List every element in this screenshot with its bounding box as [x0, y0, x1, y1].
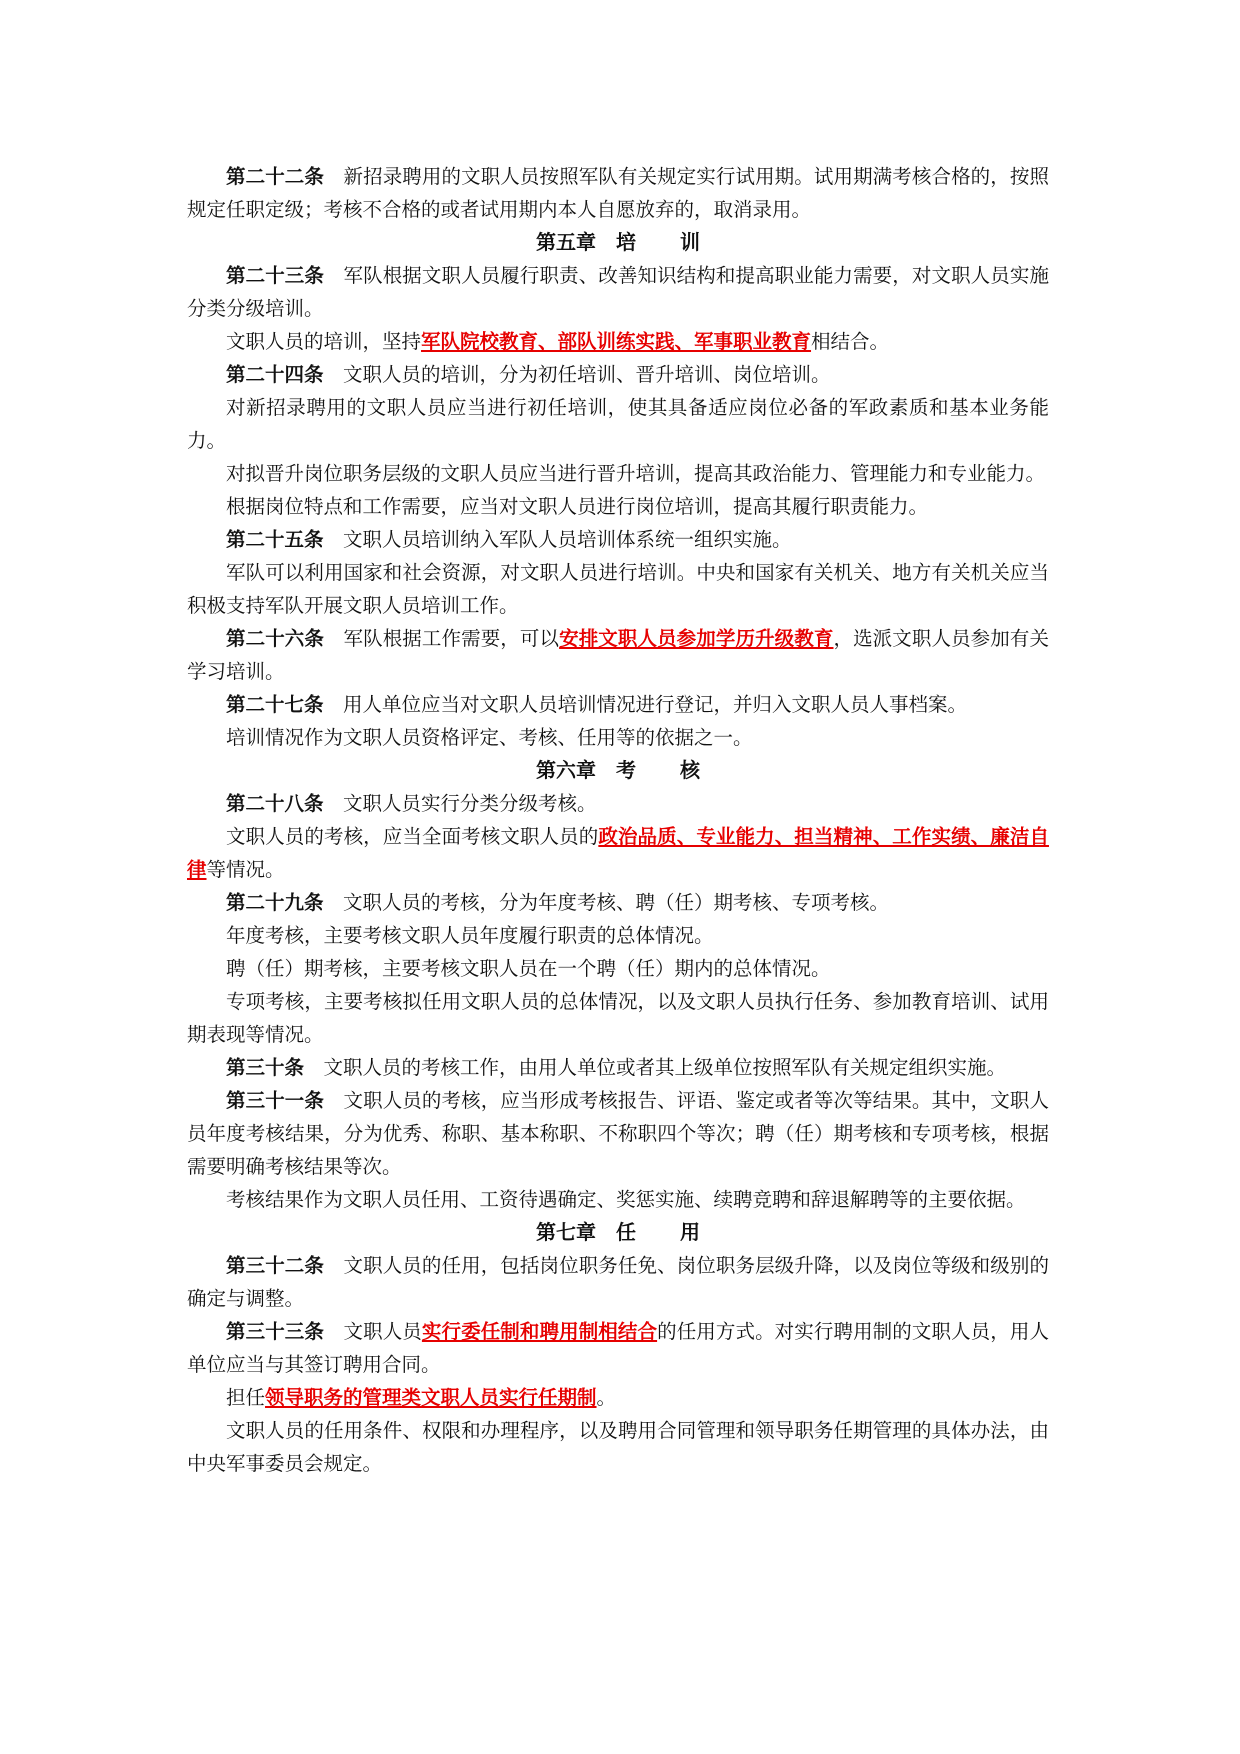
- article-paragraph: [187, 1249, 1049, 1315]
- article-label: 第三十条: [226, 1056, 305, 1079]
- highlighted-text: 军队院校教育、部队训练实践、军事职业教育: [421, 330, 812, 353]
- highlighted-text: 领导职务的管理类文职人员实行任期制: [265, 1386, 597, 1409]
- paragraph-text: 根据岗位特点和工作需要，应当对文职人员进行岗位培训，提高其履行职责能力。: [226, 495, 929, 518]
- article-paragraph: [187, 1315, 1049, 1381]
- chapter-heading: [187, 1216, 1049, 1249]
- highlighted-text: 实行委任制和聘用制相结合: [421, 1320, 658, 1343]
- paragraph-text: 用人单位应当对文职人员培训情况进行登记，并归入文职人员人事档案。: [343, 693, 968, 716]
- article-label: 第二十七条: [226, 693, 324, 716]
- paragraph-text: 文职人员的考核，分为年度考核、聘（任）期考核、专项考核。: [343, 891, 890, 914]
- paragraph-text: ，选派文职人员参加有关学习培训。: [187, 627, 1049, 683]
- body-paragraph: [187, 985, 1049, 1051]
- document-body: [187, 160, 1049, 1480]
- article-label: 第三十三条: [226, 1320, 324, 1343]
- paragraph-text: 文职人员的考核工作，由用人单位或者其上级单位按照军队有关规定组织实施。: [323, 1056, 1007, 1079]
- chapter-number: 第五章: [536, 230, 596, 254]
- chapter-title-char: 考: [616, 758, 636, 782]
- article-paragraph: [187, 259, 1049, 325]
- body-paragraph: [187, 1414, 1049, 1480]
- chapter-title-char: 训: [680, 230, 700, 254]
- body-paragraph: [187, 490, 1049, 523]
- body-paragraph: [187, 457, 1049, 490]
- paragraph-text: 。: [596, 1386, 617, 1409]
- highlighted-text: 安排文职人员参加学历升级教育: [559, 627, 834, 650]
- article-label: 第二十五条: [226, 528, 324, 551]
- body-paragraph: [187, 1183, 1049, 1216]
- paragraph-text: 专项考核，主要考核拟任用文职人员的总体情况，以及文职人员执行任务、参加教育培训、试用期表现等情况。: [187, 990, 1049, 1046]
- paragraph-text: 文职人员的考核，应当形成考核报告、评语、鉴定或者等次等结果。其中，文职人员年度考核结果，分为优秀、称职、基本称职、不称职四个等次；聘（任）期考核和专项考核，根据需要明确考核结果等次。: [187, 1089, 1049, 1178]
- chapter-title-char: 任: [616, 1220, 636, 1244]
- body-paragraph: [187, 556, 1049, 622]
- article-paragraph: [187, 787, 1049, 820]
- body-paragraph: [187, 325, 1049, 358]
- body-paragraph: [187, 1381, 1049, 1414]
- chapter-title-char: 培: [616, 230, 636, 254]
- chapter-title-char: 核: [680, 758, 700, 782]
- paragraph-text: 年度考核，主要考核文职人员年度履行职责的总体情况。: [226, 924, 714, 947]
- body-paragraph: [187, 721, 1049, 754]
- chapter-number: 第六章: [536, 758, 596, 782]
- article-paragraph: [187, 688, 1049, 721]
- article-label: 第三十二条: [226, 1254, 324, 1277]
- paragraph-text: 军队根据文职人员履行职责、改善知识结构和提高职业能力需要，对文职人员实施分类分级培训。: [187, 264, 1049, 320]
- paragraph-text: 对新招录聘用的文职人员应当进行初任培训，使其具备适应岗位必备的军政素质和基本业务能力。: [187, 396, 1049, 452]
- highlighted-text: 政治品质、专业能力、担当精神、工作实绩、廉洁自律: [187, 825, 1049, 881]
- paragraph-text: 等情况。: [206, 858, 285, 881]
- paragraph-text: 军队可以利用国家和社会资源，对文职人员进行培训。中央和国家有关机关、地方有关机关应当积极支持军队开展文职人员培训工作。: [187, 561, 1049, 617]
- paragraph-text: 担任: [226, 1386, 266, 1409]
- body-paragraph: [187, 391, 1049, 457]
- paragraph-text: 对拟晋升岗位职务层级的文职人员应当进行晋升培训，提高其政治能力、管理能力和专业能力。: [226, 462, 1046, 485]
- body-paragraph: [187, 952, 1049, 985]
- paragraph-text: 培训情况作为文职人员资格评定、考核、任用等的依据之一。: [226, 726, 753, 749]
- article-label: 第二十九条: [226, 891, 324, 914]
- article-label: 第二十二条: [226, 165, 324, 188]
- paragraph-text: 文职人员的任用，包括岗位职务任免、岗位职务层级升降，以及岗位等级和级别的确定与调整。: [187, 1254, 1049, 1310]
- chapter-heading: [187, 226, 1049, 259]
- paragraph-text: 的任用方式。对实行聘用制的文职人员，用人单位应当与其签订聘用合同。: [187, 1320, 1049, 1376]
- paragraph-text: 文职人员的考核，应当全面考核文职人员的: [226, 825, 599, 848]
- paragraph-text: 聘（任）期考核，主要考核文职人员在一个聘（任）期内的总体情况。: [226, 957, 831, 980]
- body-paragraph: [187, 919, 1049, 952]
- paragraph-text: 文职人员的培训，分为初任培训、晋升培训、岗位培训。: [343, 363, 831, 386]
- article-label: 第三十一条: [226, 1089, 324, 1112]
- chapter-title-char: 用: [680, 1220, 700, 1244]
- article-paragraph: [187, 1051, 1049, 1084]
- article-paragraph: [187, 160, 1049, 226]
- chapter-heading: [187, 754, 1049, 787]
- paragraph-text: 文职人员培训纳入军队人员培训体系统一组织实施。: [343, 528, 792, 551]
- body-paragraph: [187, 820, 1049, 886]
- article-paragraph: [187, 523, 1049, 556]
- paragraph-text: 新招录聘用的文职人员按照军队有关规定实行试用期。试用期满考核合格的，按照规定任职定级；考核不合格的或者试用期内本人自愿放弃的，取消录用。: [187, 165, 1049, 221]
- article-paragraph: [187, 1084, 1049, 1183]
- article-label: 第二十四条: [226, 363, 324, 386]
- article-paragraph: [187, 358, 1049, 391]
- article-label: 第二十六条: [226, 627, 324, 650]
- paragraph-text: 文职人员的培训，坚持: [226, 330, 422, 353]
- paragraph-text: 军队根据工作需要，可以: [343, 627, 560, 650]
- paragraph-text: 相结合。: [811, 330, 890, 353]
- article-paragraph: [187, 622, 1049, 688]
- paragraph-text: 文职人员: [343, 1320, 422, 1343]
- paragraph-text: 文职人员实行分类分级考核。: [343, 792, 597, 815]
- paragraph-text: 考核结果作为文职人员任用、工资待遇确定、奖惩实施、续聘竞聘和辞退解聘等的主要依据。: [226, 1188, 1026, 1211]
- article-label: 第二十八条: [226, 792, 324, 815]
- chapter-number: 第七章: [536, 1220, 596, 1244]
- article-paragraph: [187, 886, 1049, 919]
- article-label: 第二十三条: [226, 264, 324, 287]
- paragraph-text: 文职人员的任用条件、权限和办理程序，以及聘用合同管理和领导职务任期管理的具体办法，由中央军事委员会规定。: [187, 1419, 1049, 1475]
